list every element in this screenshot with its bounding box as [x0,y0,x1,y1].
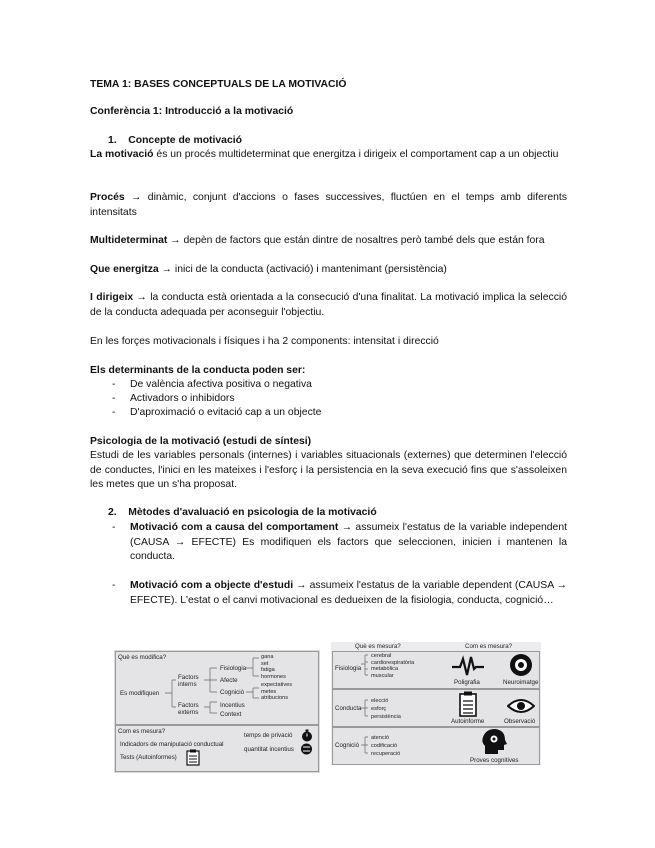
term-dirigeix: I dirigeix [90,292,134,303]
psych-heading: Psicologia de la motivació (estudi de síntesi) [90,436,312,447]
definition-proces: → dinàmic, conjunt d'accions o fases successives, fluctúen en el temps amb diferents intensitats [90,192,567,218]
label-temps-privacio: temps de privació [244,732,293,739]
heartbeat-icon [452,655,484,677]
figure-measurement [331,642,541,765]
conference-title: Conferència 1: Introducció a la motivació [90,106,294,117]
question-com-mesura: Com es mesura? [465,643,513,650]
paragraph-motivacio [90,148,567,163]
term-proces: Procés [90,192,125,203]
label-cognicio: Cognició [335,742,360,749]
dash-marker: - [112,522,116,533]
label-afecte: Afecte [220,677,238,684]
label-poligrafia: Poligrafia [454,679,480,686]
physio-list: gana set fatiga hormones [261,654,286,680]
label-tests: Tests (Autoinformes) [120,754,177,761]
label-fisiologia: Fisiologia [220,665,247,672]
definition-energitza: → inici de la conducta (activació) i mantenimant (persistència) [158,264,447,275]
definition-dirigeix: → la conducta està orientada a la consecució d'una finalitat. La motivació implica la selecció de la conducta adequada per aconseguir l'objectiu. [90,292,567,318]
determinant-item: D'aproximació o evitació cap a un objecte [130,407,322,418]
paragraph-energitza [90,263,567,278]
label-indicadors: Indicadors de manipulació conductual [120,741,224,748]
question-modifica: Què es modifica? [118,654,167,661]
label-incentius: Incentius [220,702,245,709]
term-multideterminat: Multideterminat [90,235,168,246]
label-quantitat-incentius: quantitat incentius [244,746,294,753]
label-context: Context [220,711,242,718]
label-factors-externs: Factors externs [178,702,199,717]
behaviour-measures-list: elecció esforç persistència [371,698,401,720]
document-title: TEMA 1: BASES CONCEPTUALS DE LA MOTIVACIÓ [90,79,347,90]
label-es-modifiquen: Es modifiquen [120,690,160,697]
cognition-list: expectatives metes atribucions [261,682,293,702]
definition-objecte: assumeix l'estatus de la variable dependent (CAUSA → EFECTE). L'estat o el canvi motivacional es dedueixen de la fisiologia, conducta, cognició… [130,580,568,606]
method-objecte [130,579,567,608]
label-proves-cognitives: Proves cognitives [470,757,519,764]
label-fisiologia: Fisiologia [335,665,362,672]
paragraph-multideterminat [90,234,567,249]
section-1-heading: 1. Concepte de motivació [108,135,242,146]
determinant-item: De valència afectiva positiva o negativa [130,379,312,390]
sliders-icon [300,743,313,755]
label-cognicio: Cognició [220,689,245,696]
term-causa: Motivació com a causa del comportament [130,522,339,533]
dash-marker: - [112,407,116,418]
definition-causa: → assumeix l'estatus de la variable independent (CAUSA → EFECTE) Es modifiquen els factors que seleccionen, inicien i mantenen la conducta. [130,522,568,562]
clipboard-icon [186,749,200,766]
term-motivacio: La motivació [90,149,154,160]
brain-scan-icon [509,653,533,677]
term-objecte: Motivació com a objecte d'estudi → [130,580,307,591]
question-mesura: Com es mesura? [118,728,166,735]
term-energitza: Que energitza [90,264,159,275]
cognition-measures-list: atenció codificació recuperació [371,735,401,757]
head-gears-icon [481,728,507,756]
physiology-measures-list: cerebral cardiorespiratòria metabòlica muscular [371,653,415,679]
determinants-heading: Els determinants de la conducta poden ser: [90,365,306,376]
question-que-mesura: Què es mesura? [355,643,401,650]
dash-marker: - [112,379,116,390]
clipboard-icon [459,691,477,717]
paragraph-dirigeix [90,291,567,320]
paragraph-components: En les forçes motivacionals i físiques i ha 2 components: intensitat i direcció [90,336,439,347]
determinant-item: Activadors o inhibidors [130,393,235,404]
paragraph-proces [90,191,567,220]
section-2-heading: 2. Mètodes d'avaluació en psicologia de la motivació [108,507,377,518]
psych-paragraph: Estudi de les variables personals (internes) i variables situacionals (externes) que determinen l'elecció de conductes, l'inici en les mateixes i l'esforç i la persistencia en la seva execució fins que s'assoleixen les metes que un s'ha proposat. [90,450,567,490]
dash-marker: - [112,393,116,404]
definition-multideterminat: → depèn de factors que están dintre de nosaltres però també dels que están fora [167,235,545,246]
definition-motivacio: és un procés multideterminat que energitza i dirigeix el comportament cap a un objectiu [153,149,559,160]
stopwatch-icon [301,729,313,742]
label-autoinforme: Autoinforme [451,718,485,725]
label-factors-interns: Factors interns [178,674,199,689]
eye-icon [507,698,535,714]
figure-modification [114,650,320,773]
dash-marker: - [112,580,116,591]
method-causa [130,521,567,565]
label-conducta: Conducta [335,705,362,712]
label-neuroimatge: Neuroimatge [503,679,539,686]
label-observacio: Observació [504,718,536,725]
